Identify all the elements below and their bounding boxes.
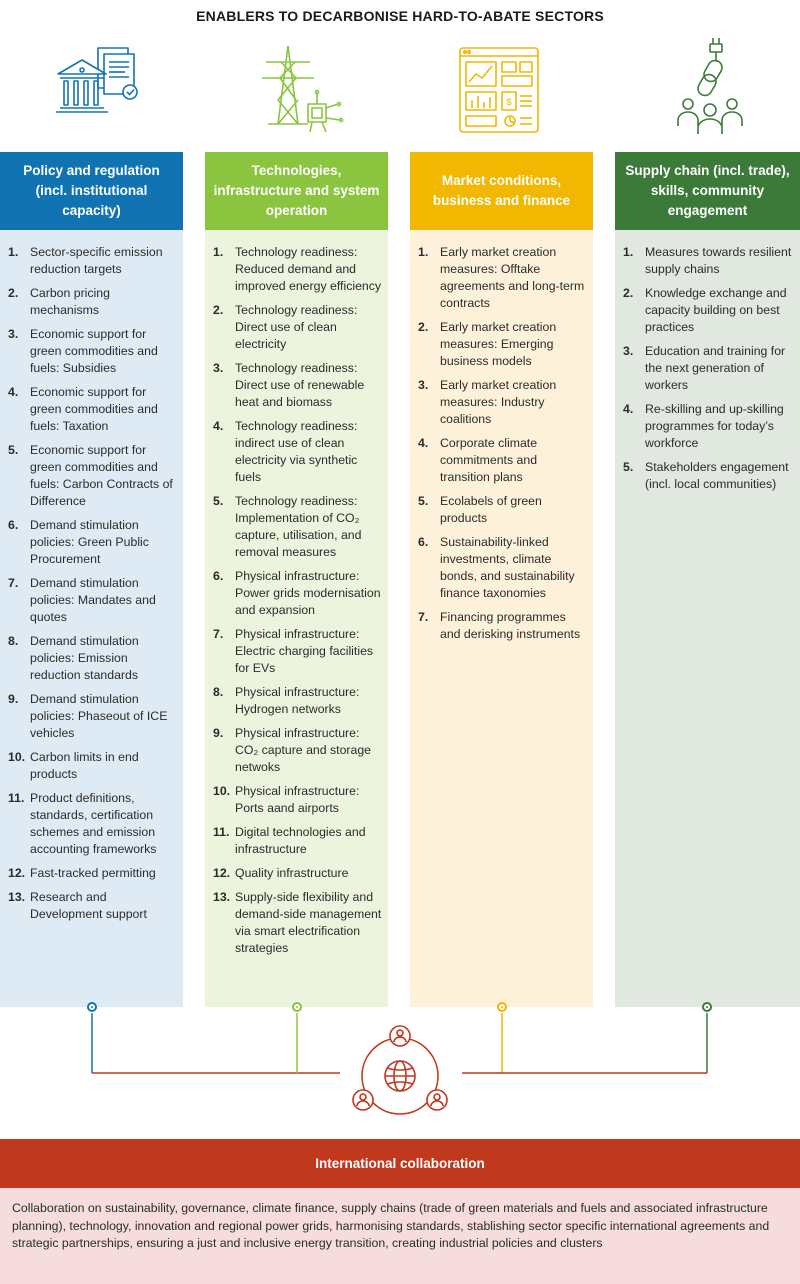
connector-dot-supply-chain bbox=[702, 1002, 712, 1012]
list-item: 6. Physical infrastructure: Power grids modernisation and expansion bbox=[213, 569, 381, 617]
list-item: 6. Demand stimulation policies: Green Public Procurement bbox=[8, 518, 149, 566]
list-item: 5. Technology readiness: Implementation of CO₂ capture, utilisation, and removal measures bbox=[213, 494, 362, 559]
list-item: 3. Education and training for the next generation of workers bbox=[623, 344, 786, 392]
list-item: 11. Digital technologies and infrastructure bbox=[213, 825, 366, 856]
list-item: 5. Stakeholders engagement (incl. local communities) bbox=[623, 460, 789, 491]
column-heading: Technologies, infrastructure and system operation bbox=[205, 152, 388, 230]
list-item: 7. Physical infrastructure: Electric charging facilities for EVs bbox=[213, 627, 374, 675]
list-item: 7. Demand stimulation policies: Mandates and quotes bbox=[8, 576, 156, 624]
list-item: 5. Economic support for green commodities and fuels: Carbon Contracts of Difference bbox=[8, 443, 173, 508]
page-title: ENABLERS TO DECARBONISE HARD-TO-ABATE SECTORS bbox=[196, 8, 604, 24]
list-item: 2. Carbon pricing mechanisms bbox=[8, 286, 110, 317]
list-item: 11. Product definitions, standards, certification schemes and emission accounting frameworks bbox=[8, 791, 157, 856]
list-item: 2. Knowledge exchange and capacity building on best practices bbox=[623, 286, 787, 334]
list-item: 3. Early market creation measures: Industry coalitions bbox=[418, 378, 557, 426]
list-item: 7. Financing programmes and derisking instruments bbox=[418, 610, 581, 641]
list-item: 4. Re-skilling and up-skilling programmes for today’s workforce bbox=[623, 402, 784, 450]
list-item: 2. Early market creation measures: Emerging business models bbox=[418, 320, 557, 368]
globe-people-icon bbox=[344, 1022, 456, 1122]
list-item: 1. Sector-specific emission reduction targets bbox=[8, 245, 163, 276]
list-item: 1. Measures towards resilient supply chains bbox=[623, 245, 792, 276]
list-item: 10. Physical infrastructure: Ports aand airports bbox=[213, 784, 360, 815]
list-item: 12. Fast-tracked permitting bbox=[8, 866, 156, 880]
list-item: 9. Physical infrastructure: CO₂ capture and storage netwoks bbox=[213, 726, 372, 774]
list-item: 6. Sustainability-linked investments, climate bonds, and sustainability finance taxonomies bbox=[418, 535, 575, 600]
column-supply-chain bbox=[615, 152, 800, 1007]
list-item: 13. Supply-side flexibility and demand-side management via smart electrification strategies bbox=[213, 890, 382, 955]
list-item: 2. Technology readiness: Direct use of clean electricity bbox=[213, 303, 358, 351]
column-heading: Supply chain (incl. trade), skills, community engagement bbox=[615, 152, 800, 230]
international-body: Collaboration on sustainability, governance, climate finance, supply chains (trade of green materials and fuels and associated infrastructure planning), technology, innovation and regional power grids, harmonising standards, stablishing sector specific international agreements and strategic partnerships, ensuring a just and inclusive energy transition, creating industrial policies and clusters bbox=[0, 1188, 800, 1284]
list-item: 5. Ecolabels of green products bbox=[418, 494, 542, 525]
column-heading: Policy and regulation (incl. institutional capacity) bbox=[0, 152, 183, 230]
list-item: 3. Technology readiness: Direct use of renewable heat and biomass bbox=[213, 361, 365, 409]
column-technologies bbox=[205, 152, 388, 1007]
connector-dot-policy bbox=[87, 1002, 97, 1012]
column-policy bbox=[0, 152, 183, 1007]
list-item: 10. Carbon limits in end products bbox=[8, 750, 139, 781]
list-item: 1. Technology readiness: Reduced demand and improved energy efficiency bbox=[213, 245, 382, 293]
list-item: 4. Technology readiness: indirect use of clean electricity via synthetic fuels bbox=[213, 419, 358, 484]
column-heading: Market conditions, business and finance bbox=[410, 152, 593, 230]
dashboard-charts-icon bbox=[452, 34, 552, 138]
column-market bbox=[410, 152, 593, 1007]
international-heading: International collaboration bbox=[0, 1139, 800, 1188]
svg-text:$: $ bbox=[506, 97, 512, 107]
list-item: 1. Early market creation measures: Offtake agreements and long-term contracts bbox=[418, 245, 585, 310]
list-item: 13. Research and Development support bbox=[8, 890, 147, 921]
column-list bbox=[615, 230, 800, 1007]
list-item: 8. Physical infrastructure: Hydrogen networks bbox=[213, 685, 360, 716]
column-list bbox=[0, 230, 183, 1007]
connector-dot-market bbox=[497, 1002, 507, 1012]
list-item: 12. Quality infrastructure bbox=[213, 866, 349, 880]
list-item: 3. Economic support for green commodities and fuels: Subsidies bbox=[8, 327, 158, 375]
government-documents-icon bbox=[50, 34, 150, 138]
column-list bbox=[410, 230, 593, 1007]
connector-dot-technologies bbox=[292, 1002, 302, 1012]
power-pylon-chip-icon bbox=[248, 34, 348, 138]
list-item: 4. Corporate climate commitments and transition plans bbox=[418, 436, 538, 484]
list-item: 4. Economic support for green commodities and fuels: Taxation bbox=[8, 385, 158, 433]
column-list bbox=[205, 230, 388, 1007]
list-item: 8. Demand stimulation policies: Emission reduction standards bbox=[8, 634, 139, 682]
list-item: 9. Demand stimulation policies: Phaseout of ICE vehicles bbox=[8, 692, 168, 740]
plug-chain-people-icon bbox=[660, 34, 760, 138]
